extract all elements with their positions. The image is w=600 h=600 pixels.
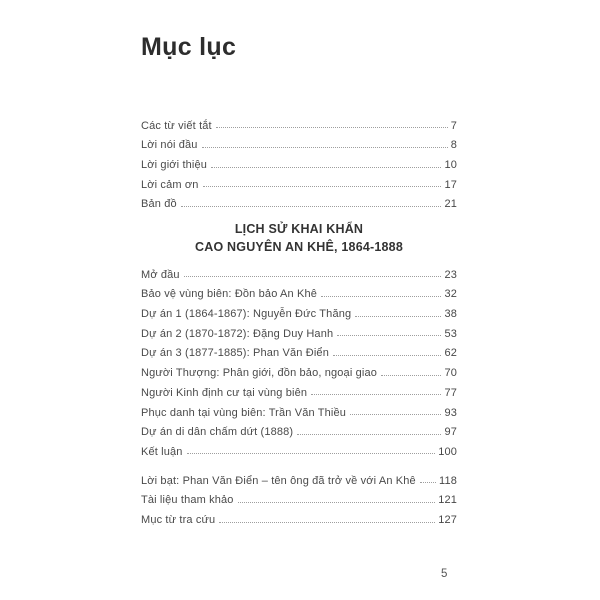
toc-row bbox=[141, 112, 457, 132]
dot-leader bbox=[238, 502, 436, 503]
toc-entry-label: Tài liệu tham khảo bbox=[141, 494, 234, 507]
toc-entry-label: Người Kinh định cư tại vùng biên bbox=[141, 386, 308, 399]
dot-leader bbox=[381, 375, 441, 376]
chapter-list bbox=[141, 261, 457, 458]
dot-leader bbox=[350, 414, 441, 415]
dot-leader bbox=[187, 453, 436, 454]
toc-entry-label: Mục từ tra cứu bbox=[141, 514, 216, 527]
toc-row bbox=[141, 506, 457, 526]
part-heading bbox=[141, 220, 457, 256]
toc-row bbox=[141, 379, 457, 399]
toc-row bbox=[141, 438, 457, 458]
dot-leader bbox=[211, 167, 441, 168]
toc-entry-label: Kết luận bbox=[141, 445, 183, 458]
toc-entry-label: Lời cảm ơn bbox=[141, 178, 199, 191]
toc-entry-label: Dự án 2 (1870-1872): Đặng Duy Hanh bbox=[141, 327, 334, 340]
toc-entry-label: Dự án 3 (1877-1885): Phan Văn Điển bbox=[141, 347, 329, 360]
toc-entry-label: Dự án 1 (1864-1867): Nguyễn Đức Thăng bbox=[141, 308, 352, 321]
toc-entry-page: 93 bbox=[444, 406, 457, 419]
toc-entry-page: 23 bbox=[444, 268, 457, 281]
page-number: 5 bbox=[441, 568, 448, 580]
front-matter-list bbox=[141, 112, 457, 210]
toc-entry-page: 32 bbox=[444, 288, 457, 301]
toc-entry-page: 100 bbox=[438, 445, 457, 458]
toc-entry-label: Bản đồ bbox=[141, 198, 177, 211]
dot-leader bbox=[202, 147, 448, 148]
toc-entry-label: Mở đầu bbox=[141, 268, 180, 281]
page-title: Mục lục bbox=[141, 33, 237, 61]
dot-leader bbox=[297, 434, 441, 435]
toc-row bbox=[141, 320, 457, 340]
toc-row bbox=[141, 419, 457, 439]
toc-entry-label: Lời bạt: Phan Văn Điển – tên ông đã trở về với An Khê bbox=[141, 474, 416, 487]
dot-leader bbox=[219, 522, 435, 523]
toc-entry-label: Lời nói đầu bbox=[141, 139, 198, 152]
dot-leader bbox=[337, 335, 441, 336]
toc-row bbox=[141, 300, 457, 320]
dot-leader bbox=[181, 206, 442, 207]
toc-entry-label: Phục danh tại vùng biên: Trần Văn Thiều bbox=[141, 406, 347, 419]
toc-row bbox=[141, 261, 457, 281]
back-matter-list bbox=[141, 467, 457, 526]
toc-entry-page: 121 bbox=[438, 494, 457, 507]
dot-leader bbox=[311, 394, 441, 395]
dot-leader bbox=[321, 296, 441, 297]
dot-leader bbox=[203, 186, 442, 187]
toc-entry-label: Người Thượng: Phân giới, đồn bảo, ngoại giao bbox=[141, 367, 378, 380]
toc-row bbox=[141, 191, 457, 211]
toc-entry-page: 38 bbox=[444, 308, 457, 321]
toc-entry-page: 10 bbox=[444, 159, 457, 172]
part-heading-line2: CAO NGUYÊN AN KHÊ, 1864-1888 bbox=[195, 240, 403, 254]
toc-entry-page: 17 bbox=[444, 178, 457, 191]
toc-row bbox=[141, 359, 457, 379]
toc-entry-page: 53 bbox=[444, 327, 457, 340]
toc-content bbox=[141, 0, 457, 600]
toc-entry-page: 77 bbox=[444, 386, 457, 399]
toc-entry-page: 7 bbox=[450, 119, 457, 132]
toc-row bbox=[141, 171, 457, 191]
dot-leader bbox=[420, 482, 436, 483]
toc-entry-label: Các từ viết tắt bbox=[141, 119, 212, 132]
toc-row bbox=[141, 487, 457, 507]
dot-leader bbox=[333, 355, 441, 356]
part-heading-line1: LỊCH SỬ KHAI KHẨN bbox=[234, 222, 364, 236]
toc-entry-label: Dự án di dân chấm dứt (1888) bbox=[141, 426, 294, 439]
toc-row bbox=[141, 132, 457, 152]
toc-entry-page: 62 bbox=[444, 347, 457, 360]
toc-entry-page: 97 bbox=[444, 426, 457, 439]
dot-leader bbox=[184, 276, 442, 277]
toc-entry-label: Bảo vệ vùng biên: Đồn bảo An Khê bbox=[141, 288, 318, 301]
toc-row bbox=[141, 281, 457, 301]
toc-row bbox=[141, 151, 457, 171]
toc-row bbox=[141, 467, 457, 487]
toc-entry-label: Lời giới thiệu bbox=[141, 159, 208, 172]
dot-leader bbox=[355, 316, 441, 317]
toc-row bbox=[141, 399, 457, 419]
toc-entry-page: 21 bbox=[444, 198, 457, 211]
toc-entry-page: 118 bbox=[439, 474, 457, 487]
toc-row bbox=[141, 340, 457, 360]
toc-entry-page: 70 bbox=[444, 367, 457, 380]
toc-entry-page: 8 bbox=[450, 139, 457, 152]
toc-entry-page: 127 bbox=[438, 514, 457, 527]
dot-leader bbox=[216, 127, 448, 128]
